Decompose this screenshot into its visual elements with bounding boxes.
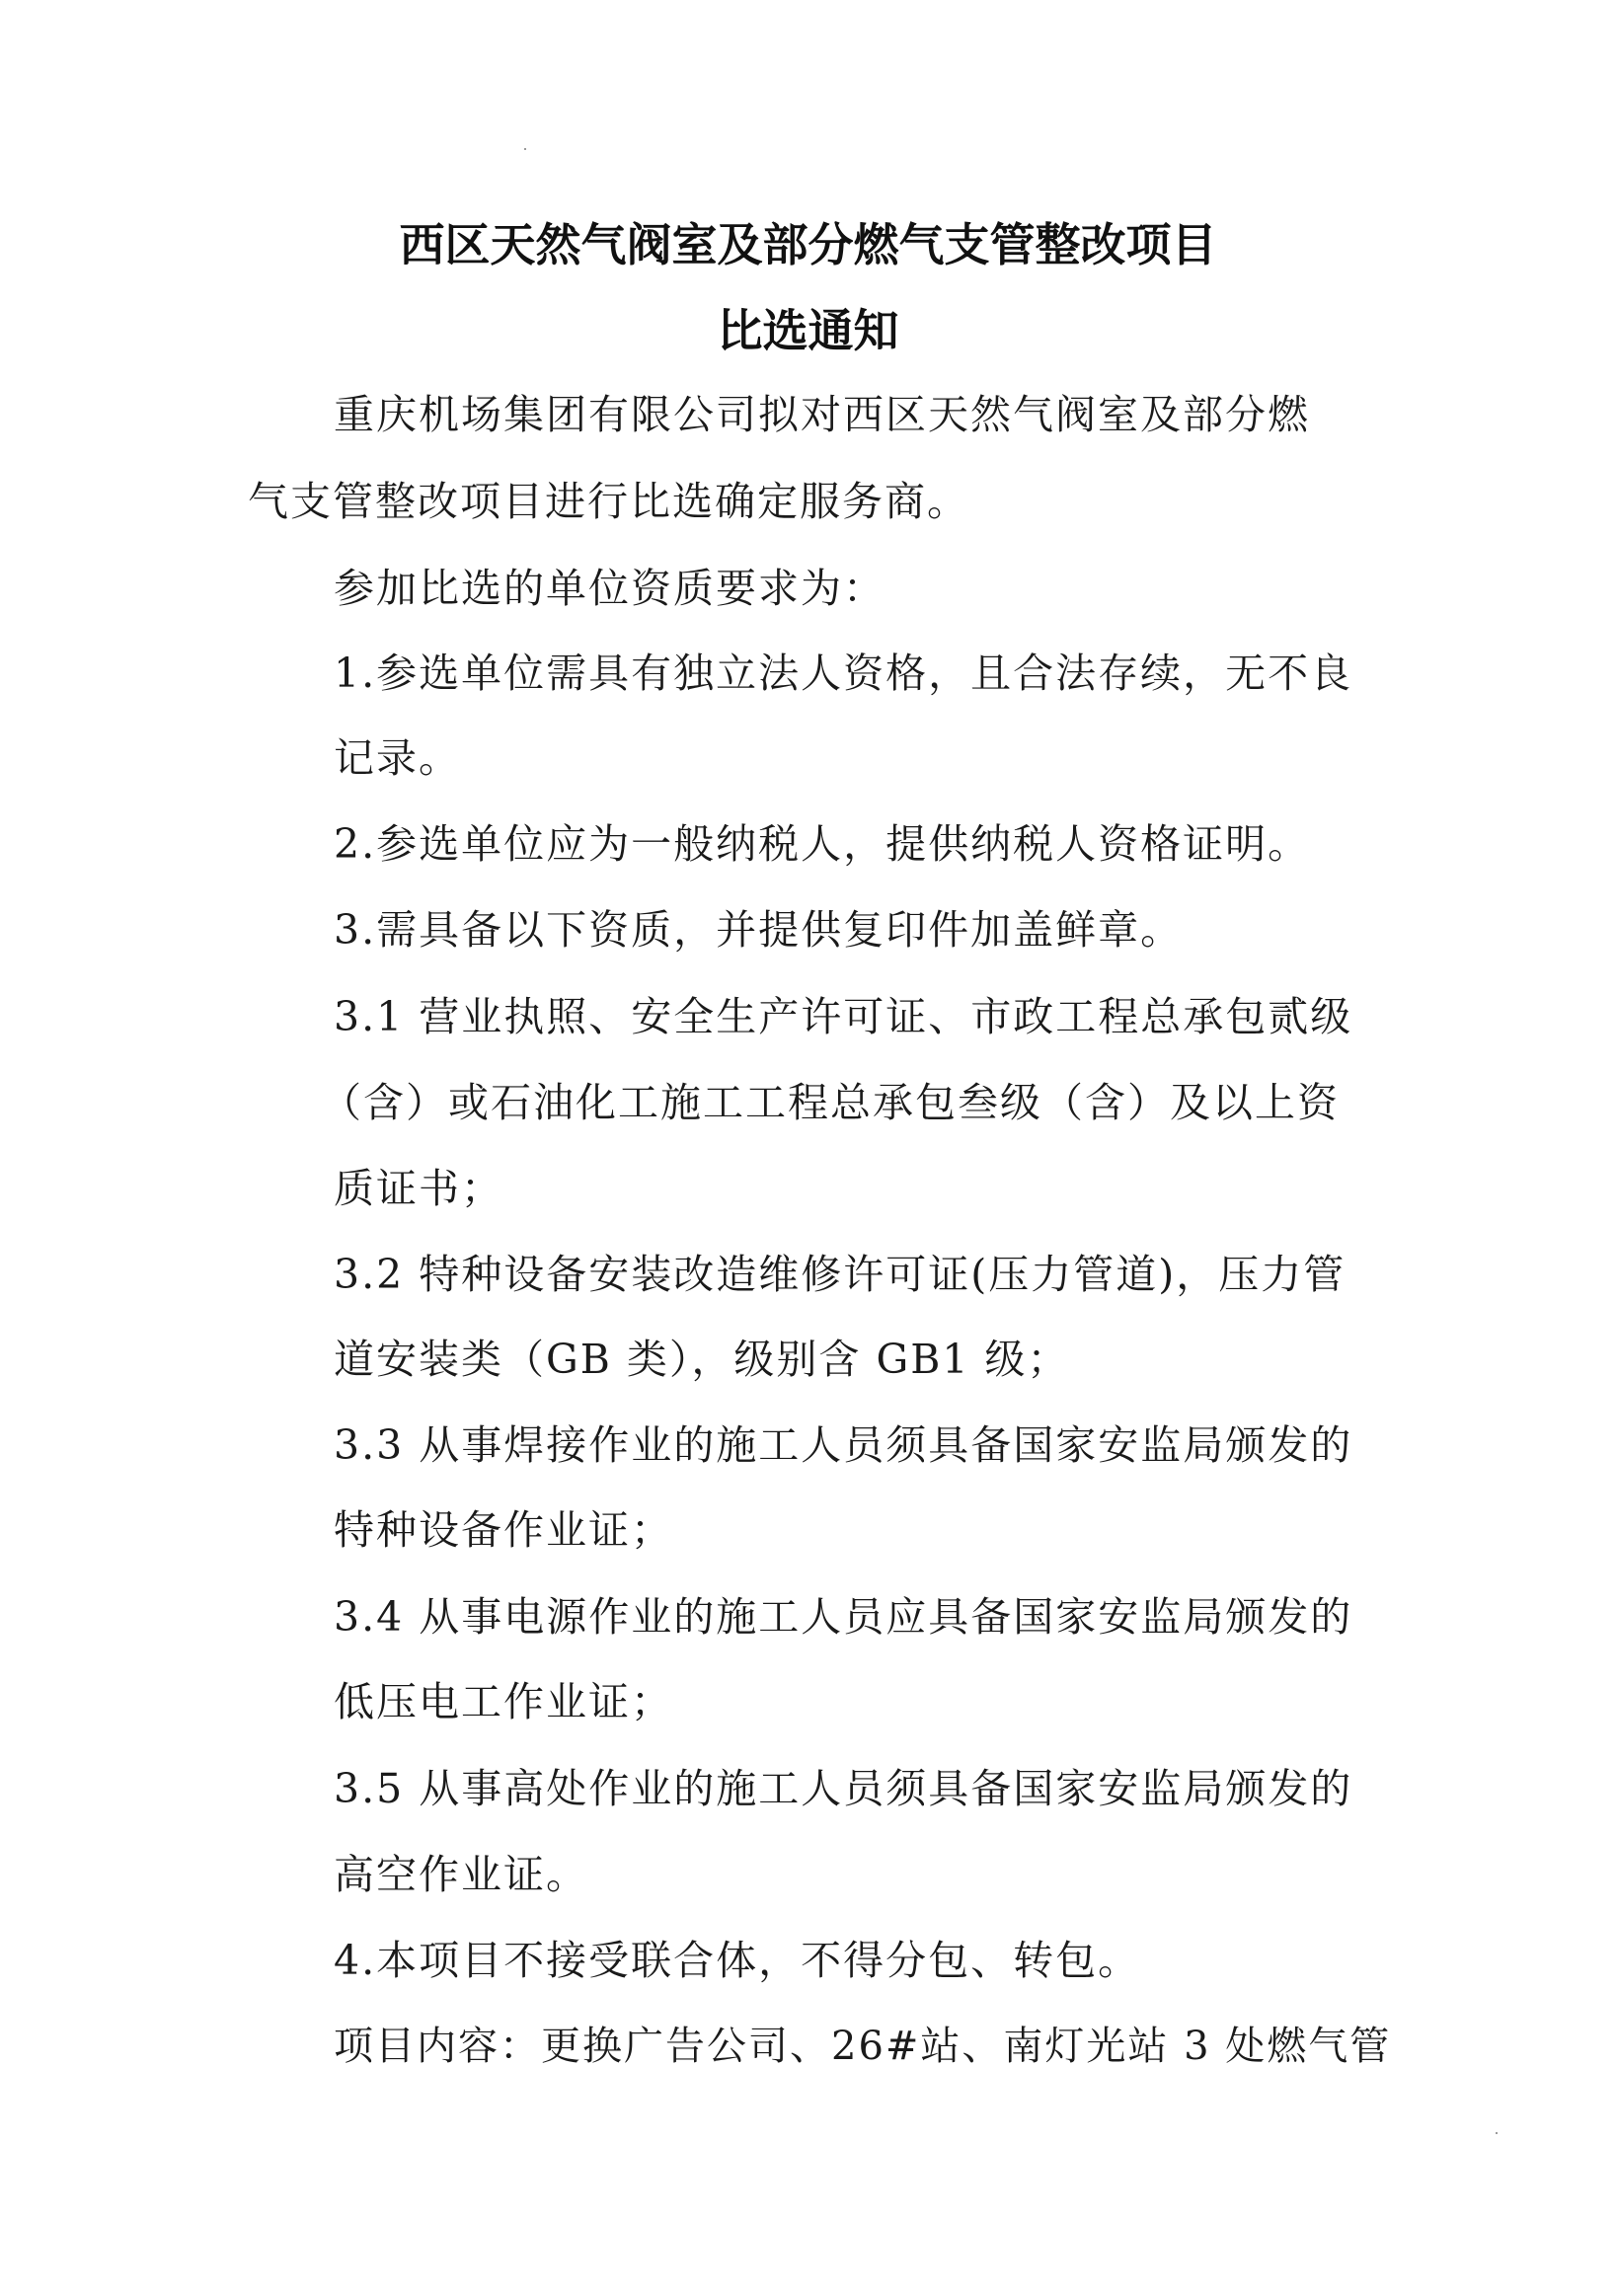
document-subtitle: 比选通知 bbox=[717, 304, 899, 357]
body-line: 4.本项目不接受联合体，不得分包、转包。 bbox=[334, 1937, 1141, 1984]
body-line: （含）或石油化工施工工程总承包叁级（含）及以上资 bbox=[321, 1079, 1340, 1126]
body-line: 1.参选单位需具有独立法人资格，且合法存续，无不良 bbox=[334, 650, 1353, 697]
body-line: 气支管整改项目进行比选确定服务商。 bbox=[248, 478, 969, 525]
body-line: 2.参选单位应为一般纳税人，提供纳税人资格证明。 bbox=[334, 820, 1311, 868]
body-line: 重庆机场集团有限公司拟对西区天然气阀室及部分燃 bbox=[334, 391, 1310, 438]
document-title: 西区天然气阀室及部分燃气支管整改项目 bbox=[399, 218, 1217, 271]
body-line: 3.需具备以下资质，并提供复印件加盖鲜章。 bbox=[334, 906, 1184, 954]
body-line: 3.2 特种设备安装改造维修许可证(压力管道)，压力管 bbox=[334, 1251, 1347, 1298]
body-line: 质证书； bbox=[334, 1165, 503, 1212]
body-line: 低压电工作业证； bbox=[334, 1678, 673, 1725]
body-line: 3.5 从事高处作业的施工人员须具备国家安监局颁发的 bbox=[334, 1765, 1353, 1812]
body-line: 高空作业证。 bbox=[334, 1851, 588, 1898]
body-line: 道安装类（GB 类），级别含 GB1 级； bbox=[334, 1336, 1070, 1383]
scan-speck bbox=[1496, 2132, 1498, 2134]
body-line: 项目内容：更换广告公司、26#站、南灯光站 3 处燃气管 bbox=[334, 2024, 1392, 2069]
body-line: 特种设备作业证； bbox=[334, 1506, 673, 1554]
scan-speck bbox=[524, 148, 526, 150]
body-line: 3.4 从事电源作业的施工人员应具备国家安监局颁发的 bbox=[334, 1593, 1353, 1641]
body-line: 记录。 bbox=[334, 734, 461, 782]
body-line: 3.3 从事焊接作业的施工人员须具备国家安监局颁发的 bbox=[334, 1421, 1353, 1469]
body-line: 3.1 营业执照、安全生产许可证、市政工程总承包贰级 bbox=[334, 993, 1353, 1040]
body-line: 参加比选的单位资质要求为： bbox=[334, 565, 885, 612]
